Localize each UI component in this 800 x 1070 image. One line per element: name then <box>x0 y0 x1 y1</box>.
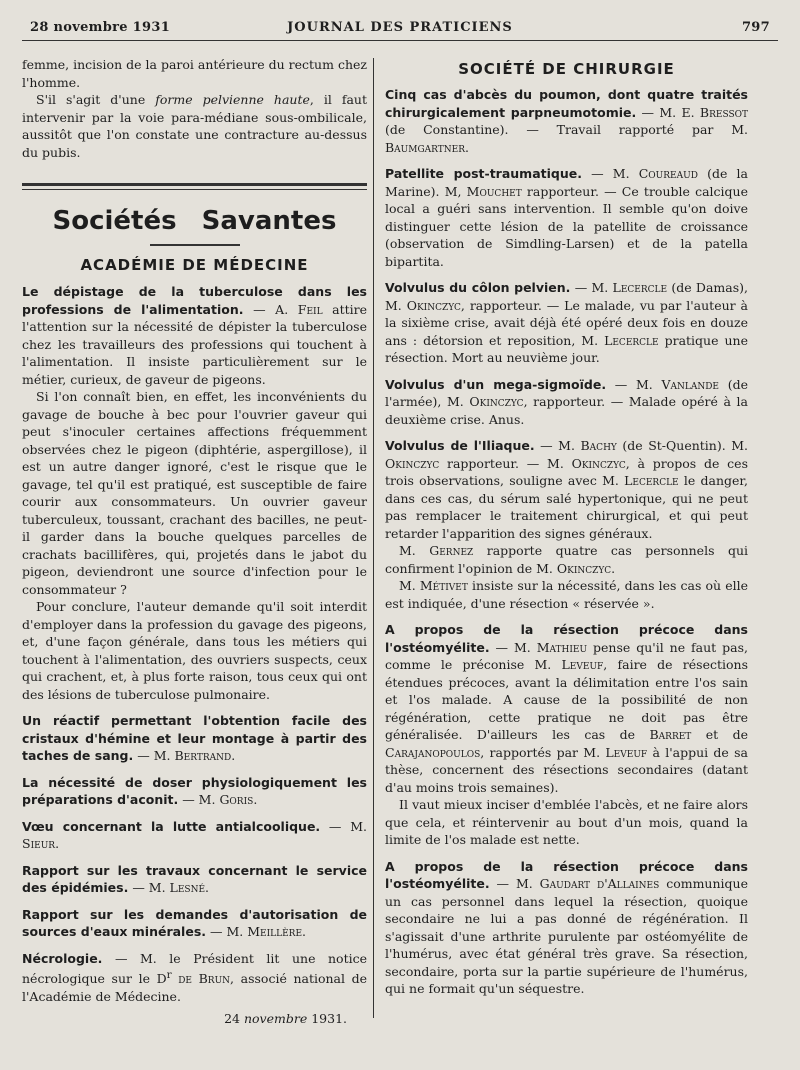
text: (de Damas), M. <box>385 280 748 313</box>
author-name: Coureaud <box>638 166 698 181</box>
text: — M. <box>133 748 175 763</box>
article-goris: La nécessité de doser physiologiquement les préparations d'aconit. — M. Goris. <box>22 774 367 807</box>
text: — M. <box>128 880 170 895</box>
author-name: Okinczyc <box>556 560 612 576</box>
article-lesne: Rapport sur les travaux concernant le service des épidémies. — M. Lesné. <box>22 862 367 895</box>
text: à l'appui de sa thèse, concernent des résections secondaires (datant d'au moins trois semaines). <box>385 744 748 795</box>
author-name: Bachy <box>580 438 617 453</box>
text: , il faut intervenir par la voie para-médiane sous-ombilicale, aussitôt que l'on constate une contracture au-dessus du pubis. <box>22 92 367 160</box>
author-name: Lesné <box>169 880 206 895</box>
article-feil <box>22 283 367 388</box>
author-name: Goris <box>219 792 254 807</box>
author-name: Mouchet <box>466 183 522 199</box>
text: 24 <box>224 1011 244 1027</box>
author-name: Okinczyc <box>385 455 440 471</box>
text: rapporte quatre cas personnels qui confirment l'opinion de M. <box>385 543 749 576</box>
author-name: Bertrand <box>174 748 232 763</box>
author-name: Lecercle <box>624 473 679 488</box>
author-name: Okinczyc <box>571 455 626 471</box>
text: — M. <box>534 438 581 453</box>
article-necrologie <box>22 950 367 1006</box>
page-header <box>30 14 770 40</box>
continued-paragraph: femme, incision de la paroi antérieure du rectum chez l'homme. <box>22 57 367 90</box>
text: — M. <box>581 166 639 181</box>
text: , rapporteur. — Le malade, vu par l'auteur à la sixième crise, avait déjà été opéré deux fois en douze ans : détorsion et reposition, M. <box>385 297 748 348</box>
author-name: Baumgartner <box>385 139 466 155</box>
author-name: Leveuf <box>561 657 604 672</box>
emphasis: novembre <box>243 1011 308 1027</box>
text: pense qu'il ne faut pas, comme le préconise M. <box>385 639 748 672</box>
text: pratique une résection. Mort au neuvième jour. <box>385 332 748 365</box>
article-title: Volvulus du côlon pelvien. <box>385 280 571 295</box>
text: communique un cas personnel dans lequel la résection, quoique secondaire ne lui a pas donné de régénération. Il s'agissait d'une arthrite purulente par ostéomyélite de l'humérus, avec état général très grave. Sa résection, secondaire, porta sur la partie supérieure de l'humérus, qui ne formait qu'un séquestre. <box>385 876 748 996</box>
text: M. <box>399 578 420 593</box>
short-rule <box>150 244 240 246</box>
article-title: Volvulus de l'Iliaque. <box>385 438 535 453</box>
big-title: Sociétés Savantes <box>52 206 337 236</box>
text: — A. <box>243 301 298 317</box>
text: rapporteur. — Ce trouble calcique local a guéri sans intervention. Il semble qu'on doive distinguer cette lésion de la patellite de croissance (observation de Simdling-Larsen) et de la patella bipartita. <box>385 183 748 269</box>
article-bertrand: Un réactif permettant l'obtention facile des cristaux d'hémine et leur montage à partir des taches de sang. — M. Bertrand. <box>22 713 367 763</box>
author-name: Sieur <box>22 836 56 851</box>
article-sieur: Vœu concernant la lutte antialcoolique. — M. Sieur. <box>22 818 367 851</box>
header-journal-title: JOURNAL DES PRATICIENS <box>287 20 513 35</box>
text: , rapporteur. — Malade opéré à la deuxième crise. Anus. <box>385 394 748 427</box>
article-bachy <box>385 437 748 542</box>
article-title: Nécrologie. <box>22 950 103 966</box>
emphasis: forme pelvienne haute <box>155 92 310 107</box>
header-page-number: 797 <box>741 20 770 35</box>
paragraph: Si l'on connaît bien, en effet, les inconvénients du gavage de bouche à bec pour l'ouvrier gaveur qui peut s'inoculer certaines affections fréquemment observées chez le pigeon (diphtérie, aspergillose), il est un autre danger ignoré, c'est le risque que le gavage, tel qu'il est pratiqué, est susceptible de faire courir aux consommateurs. Un ouvrier gaveur tuberculeux, toussant, crachant des bacilles, ne peut-il garder dans la bouche quelques parcelles de crachats bacillifères, qui, projetés dans le jabot du pigeon, deviendront une source d'infection pour le consommateur ? <box>22 389 367 597</box>
author-name: Carajanopoulos <box>385 744 481 760</box>
text: le danger, dans ces cas, du sérum salé hypertonique, qui ne peut pas remplacer le traitement chirurgical, et qui peut retarder l'apparition des signes généraux. <box>385 473 748 541</box>
article-title: Cinq cas d'abcès du poumon, dont quatre traités chirurgicalement parpneumotomie. <box>385 87 748 120</box>
article-coureaud <box>385 165 748 270</box>
text: — M. <box>178 792 220 807</box>
article-lecercle <box>385 279 748 367</box>
header-date: 28 novembre 1931 <box>30 20 171 35</box>
author-name: Feil <box>297 301 323 317</box>
paragraph: Pour conclure, l'auteur demande qu'il soit interdit d'employer dans la profession du gavage des pigeons, et, d'une façon générale, dans tous les métiers qui touchent à l'alimentation, des ouvriers suspects, ceux qui crachent, et, à plus forte raison, tous ceux qui ont des lésions de tuberculose pulmonaire. <box>22 599 367 702</box>
text: S'il s'agit d'une <box>36 92 156 107</box>
text: (de St-Quentin). M. <box>616 438 748 453</box>
date-signature <box>22 1011 367 1026</box>
article-title: A propos de la résection précoce dans l'ostéomyélite. <box>385 858 748 891</box>
text: rapporteur. — M. <box>439 455 572 471</box>
article-title: Le dépistage de la tuberculose dans les professions de l'alimentation. <box>22 284 367 317</box>
text: , à propos de ces trois observations, souligne avec M. <box>385 455 748 488</box>
text: — M. <box>206 924 248 939</box>
text: — M. le Président lit une notice nécrologique sur le D <box>22 950 367 987</box>
text: , rapportés par M. <box>480 744 606 760</box>
text: (de Constantine). — Travail rapporté par M. <box>385 122 748 137</box>
author-name: Okinczyc <box>469 394 524 409</box>
text: (de l'armée), M. <box>385 376 748 409</box>
person-name: de Brun <box>171 971 231 987</box>
text: M. <box>399 543 430 558</box>
section-title: SOCIÉTÉ DE CHIRURGIE <box>458 60 675 78</box>
article-title: Vœu concernant la lutte antialcoolique. <box>22 818 321 834</box>
article-title: Patellite post-traumatique. <box>385 166 582 181</box>
superscript: r <box>166 969 172 981</box>
author-name: Lecercle <box>604 332 659 348</box>
author-name: Leveuf <box>605 744 648 760</box>
author-name: Mathieu <box>536 639 588 655</box>
author-name: Okinczyc <box>406 297 461 313</box>
author-name: Meillère <box>247 924 303 939</box>
author-name: Gaudart d'Allaines <box>539 876 660 891</box>
article-mathieu <box>385 621 748 796</box>
text: (de la Marine). M, <box>385 166 748 199</box>
author-name: Vanlande <box>661 376 720 392</box>
article-meillere: Rapport sur les demandes d'autorisation de sources d'eaux minérales. — M. Meillère. <box>22 906 367 939</box>
text: — M. <box>570 280 613 295</box>
article-title: Un réactif permettant l'obtention facile des cristaux d'hémine et leur montage à partir des taches de sang. <box>22 713 367 763</box>
text: — M. <box>489 876 540 891</box>
column-divider <box>373 58 374 1018</box>
text: attire l'attention sur la nécessité de dépister la tuberculose chez les travailleurs des professions qui touchent à l'alimentation. Il insiste particulièrement sur le métier, curieux, de gaveur de pigeons. <box>22 301 368 387</box>
paragraph: Il vaut mieux inciser d'emblée l'abcès, et ne faire alors que cela, et réintervenir au bout d'un mois, quand la limite de l'os malade est nette. <box>385 797 748 847</box>
paragraph-metivet <box>385 577 748 612</box>
section-title: ACADÉMIE DE MÉDECINE <box>80 256 309 274</box>
article-vanlande <box>385 376 748 429</box>
article-bressot: Cinq cas d'abcès du poumon, dont quatre traités chirurgicalement parpneumotomie. — M. E. Bressot (de Constantine). — Travail rapporté par M. Baumgartner. <box>385 87 749 155</box>
text: — M. <box>489 639 537 655</box>
right-column <box>385 56 748 998</box>
text: — M. <box>320 818 367 834</box>
text: , faire de résections étendues précoces, avant la délimitation entre l'os sain et l'os malade. A cause de la possibilité de non régénération, cette pratique ne doit pas être généralisée. D'ailleurs les cas de <box>385 657 748 742</box>
article-title: La nécessité de doser physiologiquement les préparations d'aconit. <box>22 774 367 807</box>
paragraph-gernez <box>385 542 748 577</box>
text: et de <box>691 727 748 742</box>
left-column <box>22 56 367 1026</box>
author-name: Barret <box>649 727 692 742</box>
article-title: Volvulus d'un mega-sigmoïde. <box>385 376 607 392</box>
continued-paragraph-2 <box>22 91 367 161</box>
text: — M. <box>606 376 662 392</box>
text: . <box>611 560 616 576</box>
author-name: Bressot <box>699 104 749 120</box>
text: — M. E. <box>636 104 700 120</box>
text: 1931. <box>307 1011 347 1027</box>
text: insiste sur la nécessité, dans les cas où elle est indiquée, d'une résection « réservée ». <box>385 578 748 611</box>
text: , associé national de l'Académie de Médecine. <box>22 971 368 1004</box>
double-rule <box>22 183 367 190</box>
article-title: A propos de la résection précoce dans l'ostéomyélite. <box>385 622 748 655</box>
author-name: Lecercle <box>612 280 668 295</box>
article-gaudart <box>385 858 748 998</box>
header-rule <box>22 40 778 41</box>
author-name: Gernez <box>429 543 474 558</box>
article-title: Rapport sur les demandes d'autorisation de sources d'eaux minérales. <box>22 906 367 939</box>
article-title: Rapport sur les travaux concernant le service des épidémies. <box>22 862 367 895</box>
author-name: Métivet <box>419 578 468 593</box>
